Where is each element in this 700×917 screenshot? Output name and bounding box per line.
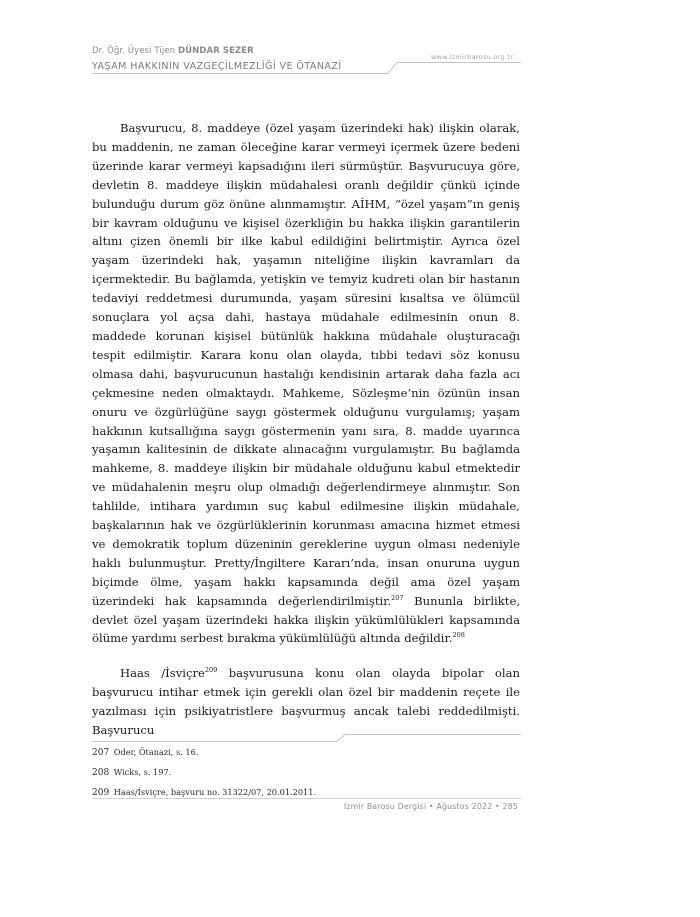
footnote-text: Haas/İsviçre, başvuru no. 31322/07, 20.01.2011. — [113, 787, 317, 797]
paragraph-1-text: Başvurucu, 8. maddeye (özel yaşam üzerindeki hak) ilişkin olarak, bu maddenin, ne zaman öleceğine karar vermeyi içermek üzere bedeni üzerinde karar vermeyi kapsadığını ileri sürmüştür. Başvurucuya göre, devletin 8. maddeye ilişkin müdahalesi oranlı değildir çünkü içinde bulunduğu durum göz önüne alınmamıştır. AİHM, “özel yaşam”ın geniş bir kavram olduğunu ve kişisel özerkliğin bu hakka ilişkin garantilerin altını çizen önemli bir ilke kabul edildiğini belirtmiştir. Ayrıca özel yaşam üzerindeki hak, yaşamın niteliğine ilişkin kavramları da içermektedir. Bu bağlamda, yetişkin ve temyiz kudreti olan bir hastanın tedaviyi reddetmesi durumunda, yaşam süresini kısaltsa ve ölümcül sonuçlara yol açsa dahi, hastaya müdahale edilmesinin onun 8. maddede korunan kişisel bütünlük hakkına müdahale oluşturacağı tespit edilmiştir. Karara konu olan olayda, tıbbi tedavi söz konusu olmasa dahi, başvurucunun hastalığı kendisinin artarak daha fazla acı çekmesine neden olmaktaydı. Mahkeme, Sözleşme’nin özünün insan onuru ve özgürlüğüne saygı göstermek olduğunu vurgulamış; yaşam hakkının kutsallığına saygı göstermenin yanı sıra, 8. madde uyarınca yaşamın kalitesinin de dikkate alınacağını vurgulamıştır. Bu bağlamda mahkeme, 8. maddeye ilişkin bir müdahale olduğunu kabul etmektedir ve müdahalenin meşru olup olmadığı değerlendirmeye alınmıştır. Son tahlilde, intihara yardımın suç kabul edilmesine ilişkin müdahale, başkalarının hak ve özgürlüklerinin korunması amacına hizmet etmesi ve demokratik toplum düzeninin gereklerine uygun olması nedeniyle haklı bulunmuştur. Pretty/İngiltere Kararı’nda, insan onuruna uygun biçimde ölme, yaşam hakkı kapsamında değil ama özel yaşam üzerindeki hak kapsamında değerlendirilmiştir. — [92, 121, 520, 608]
header-rule-slant — [388, 63, 397, 74]
footnote-ref-208[interactable]: 208 — [452, 631, 465, 640]
footnote-number: 208 — [92, 768, 110, 778]
paragraph-2-text: Haas /İsviçre — [120, 666, 205, 681]
body-text — [92, 119, 520, 740]
paragraph-1-text-cont: Bununla birlikte, devlet özel yaşam üzerindeki hakka ilişkin yükümlülükleri kapsamında ölüme yardımı serbest bırakma yükümlülüğü altında değildir. — [92, 593, 520, 646]
paragraph-1 — [92, 119, 520, 648]
footnote-number: 209 — [92, 788, 110, 798]
footnote-207 — [92, 746, 520, 766]
footnote-ref-209[interactable]: 209 — [204, 666, 218, 675]
paragraph-2 — [92, 664, 520, 740]
page-footer: İzmir Barosu Dergisi • Ağustos 2022 • 285 — [343, 802, 518, 811]
footnote-number: 207 — [92, 748, 110, 758]
footnote-text: Wicks, s. 197. — [113, 767, 172, 777]
paragraph-2-text-cont: başvurusuna konu olan olayda bipolar olan başvurucu intihar etmek için gerekli olan özel bir maddenin reçete ile yazılması için psikiyatristlere başvurmuş ancak talebi reddedilmişti. Başvurucu — [92, 666, 520, 738]
author-prefix: Dr. Öğr. Üyesi Tijen — [92, 46, 176, 56]
footnote-208 — [92, 766, 520, 786]
footnote-text: Oder, Ötanazi, s. 16. — [113, 747, 199, 757]
footnotes — [92, 746, 520, 806]
author-name: DÜNDAR SEZER — [177, 46, 254, 56]
header-title: YAŞAM HAKKININ VAZGEÇİLMEZLİĞİ VE ÖTANAZİ — [92, 61, 342, 72]
header-url: www.izmirbarosu.org.tr — [431, 53, 514, 61]
footnote-ref-207[interactable]: 207 — [391, 593, 404, 602]
